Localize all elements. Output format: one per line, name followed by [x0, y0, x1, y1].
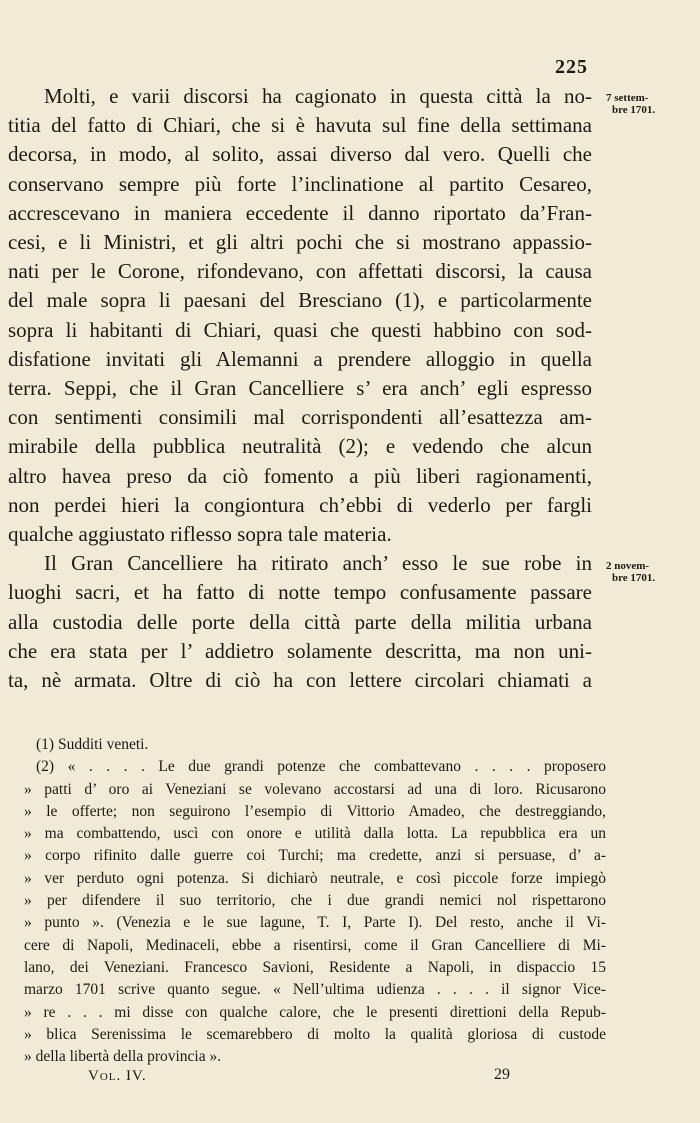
body-line: luoghi sacri, et ha fatto di notte tempo confusamente passare [8, 580, 592, 605]
footnote-line: » ma combattendo, uscì con onore e utilità dalla lotta. La repubblica era un [24, 825, 606, 843]
footnotes [24, 734, 606, 1068]
body-line: accrescevano in maniera eccedente il danno riportato da’Fran- [8, 200, 592, 225]
footnote-line: marzo 1701 scrive quanto segue. « Nell’ultima udienza . . . . il signor Vice- [24, 981, 606, 999]
footnote-line: » della libertà della provincia ». [24, 1048, 222, 1066]
body-line: sopra li habitanti di Chiari, quasi che questi habbino con sod- [8, 317, 592, 342]
body-line: cesi, e li Ministri, et gli altri pochi che si mostrano appassio- [8, 230, 592, 255]
body-line: decorsa, in modo, al solito, assai diverso dal vero. Quelli che [8, 142, 592, 167]
margin-note-line: bre 1701. [612, 104, 656, 116]
body-line: titia del fatto di Chiari, che si è havuta sul fine della settimana [8, 113, 592, 138]
body-line: conservano sempre più forte l’inclinatione al partito Cesareo, [8, 171, 592, 196]
margin-note [606, 560, 655, 584]
body-line: che era stata per l’ addietro solamente descritta, ma non uni- [8, 638, 592, 663]
body-line: nati per le Corone, rifondevano, con affettati discorsi, la causa [8, 259, 592, 284]
footnote-line: » le offerte; non seguirono l’esempio di Vittorio Amadeo, che destreggiando, [24, 802, 606, 820]
body-line: Molti, e varii discorsi ha cagionato in questa città la no- [44, 84, 592, 108]
body-line: ta, nè armata. Oltre di ciò ha con lettere circolari chiamati a [8, 668, 592, 693]
margin-note-line: bre 1701. [612, 572, 656, 584]
main-text [8, 82, 592, 695]
footnote-line: » per difendere il suo territorio, che i due grandi nemici nol rispettarono [24, 892, 606, 910]
body-line: non perdei hieri la congiontura ch’ebbi di vederlo per fargli [8, 492, 592, 517]
volume-signature: Vol. IV. [88, 1068, 147, 1084]
body-line: alla custodia delle porte della città parte della militia urbana [8, 609, 592, 634]
body-line: disfatione invitati gli Alemanni a prendere alloggio in quella [8, 346, 592, 371]
footnote-line: » punto ». (Venezia e le sue lagune, T. I, Parte I). Del resto, anche il Vi- [24, 914, 606, 932]
body-line: mirabile della pubblica neutralità (2); e vedendo che alcun [8, 434, 592, 459]
margin-note-line: 7 settem- [606, 92, 649, 104]
margin-note-line: 2 novem- [606, 560, 650, 572]
footnote-line: » patti d’ oro ai Veneziani se volevano accostarsi ad una di loro. Ricusarono [24, 780, 606, 798]
margin-note [606, 92, 655, 116]
sheet-signature-mark: 29 [494, 1066, 510, 1083]
page-number: 225 [555, 56, 588, 78]
footnote-line: » re . . . mi disse con qualche calore, che le presenti direttioni della Repub- [24, 1003, 606, 1021]
footnote-line: » corpo rifinito dalle guerre coi Turchi; ma credette, anzi si persuase, d’ a- [24, 847, 606, 865]
footnote-line: cere di Napoli, Medinaceli, ebbe a risentirsi, come il Gran Cancelliere di Mi- [24, 936, 606, 954]
footnote-line: » blica Serenissima le scemarebbero di molto la qualità gloriosa di custode [24, 1025, 606, 1043]
body-line: terra. Seppi, che il Gran Cancelliere s’ era anch’ egli espresso [8, 376, 592, 401]
footnote-line: (1) Sudditi veneti. [36, 736, 149, 753]
footnote-line: » ver perduto ogni potenza. Si dichiarò neutrale, e così piccole forze impiegò [24, 869, 606, 887]
body-line: qualche aggiustato riflesso sopra tale materia. [8, 522, 392, 547]
body-line: del male sopra li paesani del Bresciano (1), e particolarmente [8, 288, 592, 313]
footnote-line: (2) « . . . . Le due grandi potenze che combattevano . . . . proposero [36, 758, 606, 776]
body-line: con sentimenti consimili mal corrispondenti all’esattezza am- [8, 405, 592, 430]
footnote-line: lano, dei Veneziani. Francesco Savioni, Residente a Napoli, in dispaccio 15 [24, 958, 606, 976]
body-line: Il Gran Cancelliere ha ritirato anch’ esso le sue robe in [44, 551, 592, 576]
body-line: altro havea preso da ciò fomento a più liberi ragionamenti, [8, 463, 592, 488]
